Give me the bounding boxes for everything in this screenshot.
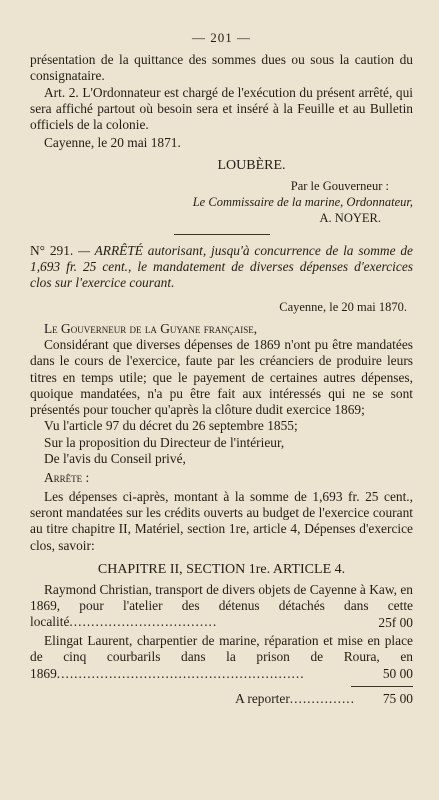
- commissioner-title: Le Commissaire de la marine, Ordonnateur,: [192, 194, 413, 209]
- carry-forward-row: [30, 691, 413, 707]
- considering-paragraph: Considérant que diverses dépenses de 1869 n'ont pu être mandatées dans le cours de l'exercice, faute par les créanciers de produire leurs titres en temps utile; que le payement de certaines autres dépenses, quoique mandatées, n'a pu être fait aux intéressés qui ne se sont présentés pour toucher qu'après la clôture dudit exercice 1869;: [30, 336, 413, 418]
- carry-forward-label: A reporter: [235, 691, 290, 707]
- list-item: [30, 582, 413, 631]
- by-order-line: Par le Gouverneur :: [290, 178, 389, 193]
- carry-forward-amount: 75 00: [382, 691, 413, 707]
- entry-text: Elingat Laurent, charpentier de marine, réparation et mise en place de cinq courbarils dans la prison de Roura, en 1869.........................................................: [30, 633, 413, 681]
- list-item: [30, 633, 413, 682]
- decrees-label: Arrête :: [44, 470, 90, 486]
- advice-paragraph: De l'avis du Conseil privé,: [44, 451, 186, 467]
- carry-forward-dots: ...............: [289, 691, 355, 707]
- entry-text: Raymond Christian, transport de divers objets de Cayenne à Kaw, en 1869, pour l'atelier des détenus détachés dans cette localité..................................: [30, 581, 413, 630]
- chapter-heading: CHAPITRE II, SECTION 1re. ARTICLE 4.: [97, 561, 346, 577]
- signatory-name: LOUBÈRE.: [217, 157, 286, 173]
- article-2-paragraph: Art. 2. L'Ordonnateur est chargé de l'exécution du présent arrêté, qui sera affiché partout où besoin sera et inséré à la Feuille et au Bulletin officiels de la colonie.: [30, 84, 413, 133]
- decree-body: Les dépenses ci-après, montant à la somme de 1,693 fr. 25 cent., seront mandatées sur les crédits ouverts au budget de l'exercice courant au titre chapitre II, Matériel, section 1re, article 4, Dépenses d'exercice clos, savoir:: [30, 488, 413, 553]
- place-date: Cayenne, le 20 mai 1871.: [44, 135, 181, 151]
- decree-heading: [30, 243, 413, 292]
- entry-amount: 25f 00: [363, 615, 413, 631]
- entry-amount: 50 00: [363, 666, 413, 682]
- intro-paragraph-1: présentation de la quittance des sommes dues ou sous la caution du consignataire.: [30, 52, 413, 84]
- section-separator: [174, 234, 270, 235]
- governor-line: Le Gouverneur de la Guyane française,: [44, 320, 258, 336]
- decree-number: N° 291.: [30, 242, 74, 258]
- decree-title: — ARRÊTÉ autorisant, jusqu'à concurrence de la somme de 1,693 fr. 25 cent., le mandatement de diverses dépenses d'exercices clos sur l'exercice courant.: [30, 242, 413, 291]
- page-number: — 201 —: [192, 30, 251, 45]
- total-rule: [351, 686, 413, 687]
- commissioner-name: A. NOYER.: [319, 210, 381, 225]
- seen-paragraph: Vu l'article 97 du décret du 26 septembre 1855;: [44, 418, 298, 434]
- proposal-paragraph: Sur la proposition du Directeur de l'intérieur,: [44, 434, 285, 450]
- decree-dateline: Cayenne, le 20 mai 1870.: [279, 299, 407, 314]
